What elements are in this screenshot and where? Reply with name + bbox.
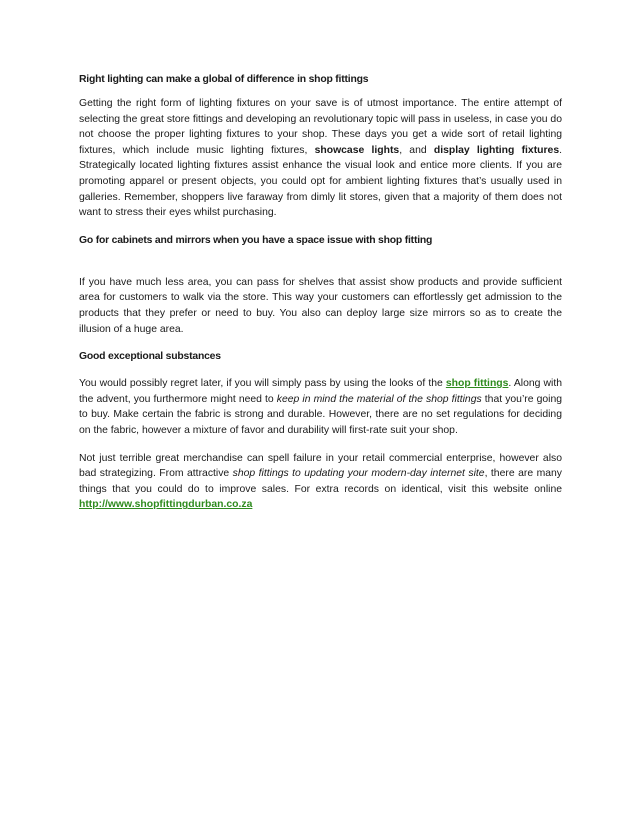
section-heading-substances: Good exceptional substances — [79, 351, 221, 363]
paragraph-text: Getting the right form of lighting fixtures on your save is of utmost importance. The entire attempt of selecting the great store fittings and developing an revolutionary topic will pass in useless, in case you do not choose the proper lighting fixtures to your shop. These days you get a wide sort of retail lighting fixtures, which include music lighting fixtures, — [79, 98, 562, 156]
section-heading-lighting: Right lighting can make a global of difference in shop fittings — [79, 74, 369, 85]
paragraph-cabinets: If you have much less area, you can pass for shelves that assist show products and provide sufficient area for customers to walk via the store. This way your customers can effortlessly get admission to the products that they prefer or need to buy. You also can deploy large size mirrors so as to create the illusion of a huge area. — [79, 276, 562, 335]
paragraph-text: that you’re going to buy. Make certain the fabric is strong and durable. However, there are no set regulations for deciding on the fabric, however a mixture of favor and durability will first-rate suit your shop. — [79, 393, 562, 436]
paragraph-text: . Strategically located lighting fixtures assist enhance the visual look and entice more clients. If you are promoting apparel or present objects, you could opt for ambient lighting fixtures that’s usually used in galleries. Remember, shoppers live faraway from dimly lit stores, given that a majority of them does not want to stress their eyes whilst purchasing. — [79, 144, 563, 219]
paragraph-strategizing — [79, 451, 562, 513]
bold-text-display-lighting: display lighting fixtures — [433, 144, 560, 156]
shop-fittings-link[interactable]: shop fittings — [445, 378, 509, 390]
paragraph-text: . Along with the advent, you furthermore might need to — [79, 378, 562, 405]
website-url-link[interactable]: http://www.shopfittingdurban.co.za — [79, 499, 253, 511]
paragraph-text: You would possibly regret later, if you will simply pass by using the looks of the — [79, 378, 446, 390]
paragraph-lighting — [79, 96, 562, 221]
document-page — [79, 72, 562, 513]
section-heading-cabinets: Go for cabinets and mirrors when you have a space issue with shop fitting — [79, 234, 433, 246]
italic-text-website: shop fittings to updating your modern-day internet site — [232, 468, 485, 480]
bold-text-showcase-lights: showcase lights — [314, 144, 400, 156]
paragraph-text: , there are many things that you could do to improve sales. For extra records on identical, visit this website online — [79, 468, 562, 495]
paragraph-text: , and — [399, 144, 434, 156]
paragraph-substances — [79, 376, 562, 438]
italic-text-material: keep in mind the material of the shop fittings — [276, 393, 482, 405]
paragraph-text: Not just terrible great merchandise can spell failure in your retail commercial enterprise, however also bad strategizing. From attractive — [79, 452, 562, 480]
